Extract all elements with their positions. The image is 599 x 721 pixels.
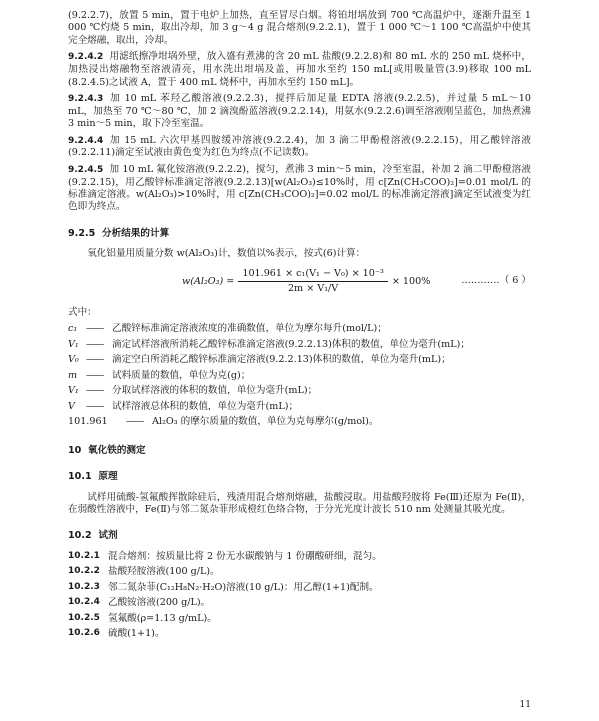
reagent-number: 10.2.1	[68, 550, 100, 561]
definition-item	[68, 401, 531, 413]
section-number: 10.1	[68, 471, 92, 483]
definition-dash: ——	[86, 369, 104, 381]
step-number: 9.2.4.5	[68, 164, 104, 175]
section-title: 分析结果的计算	[102, 227, 170, 239]
definition-dash: ——	[86, 385, 104, 397]
definition-symbol: V₁	[68, 385, 79, 397]
definition-symbol: V₁	[68, 338, 79, 350]
reagent-number: 10.2.2	[68, 566, 100, 577]
definition-dash: ——	[86, 400, 104, 412]
step-text: 用滤纸擦净坩埚外壁，放入盛有煮沸的含 20 mL 盐酸(9.2.2.8)和 80 mL 水的 250 mL 烧杯中，加热浸出熔融物至溶液清亮，用水洗出坩埚及盖，再加水至约 150 mL[或用吸量管(3.9)移取 100 mL (8.2.4.5)之试液 A，置于 400 mL 烧杯中，再加水至约 150 mL]。	[68, 51, 531, 88]
section-number: 10.2	[68, 530, 92, 542]
step-number: 9.2.4.4	[68, 135, 104, 146]
definition-text: 乙酸锌标准滴定溶液浓度的准确数值，单位为摩尔每升(mol/L)；	[112, 323, 387, 335]
definition-item	[68, 416, 531, 428]
definition-text: 滴定空白所消耗乙酸锌标准滴定溶液(9.2.2.13)体积的数值，单位为毫升(mL)；	[112, 354, 451, 366]
step-number: 9.2.4.2	[68, 52, 104, 63]
reagent-item	[68, 613, 531, 625]
definitions-list	[68, 323, 531, 428]
reagent-number: 10.2.4	[68, 597, 100, 608]
definition-symbol: V₀	[68, 354, 79, 366]
definition-item	[68, 323, 531, 335]
definition-symbol: 101.961	[68, 416, 108, 428]
formula-numerator: 101.961 × c₁(V₁ − V₀) × 10⁻³	[238, 268, 387, 282]
reagent-list	[68, 551, 531, 641]
formula-block	[68, 265, 531, 301]
reagent-text: 混合熔剂：按质量比将 2 份无水碳酸钠与 1 份硼酸研细，混匀。	[108, 550, 382, 562]
section-title: 氧化铁的测定	[88, 444, 146, 456]
section-heading-10-2	[68, 530, 531, 542]
formula-suffix: × 100%	[391, 275, 431, 287]
reagent-text: 邻二氮杂菲(C₁₂H₈N₂·H₂O)溶液(10 g/L)：用乙醇(1+1)配制。	[108, 581, 379, 593]
definition-dash: ——	[86, 338, 104, 350]
step-paragraph	[68, 93, 531, 131]
reagent-text: 硫酸(1+1)。	[108, 628, 165, 640]
where-label: 式中：	[68, 306, 97, 318]
section-number: 9.2.5	[68, 227, 96, 239]
section-number: 10	[68, 444, 82, 456]
reagent-item	[68, 597, 531, 609]
definition-dash: ——	[86, 323, 104, 335]
procedure-steps	[68, 51, 531, 214]
definition-text: 试样溶液总体积的数值，单位为毫升(mL)；	[112, 400, 299, 412]
definition-dash: ——	[86, 354, 104, 366]
step-paragraph	[68, 135, 531, 160]
reagent-text: 氢氟酸(ρ=1.13 g/mL)。	[108, 612, 217, 624]
definition-item	[68, 370, 531, 382]
intro-paragraph: (9.2.2.7)，放置 5 min，置于电炉上加热，直至冒尽白烟。将铂坩埚放到 700 ℃高温炉中，逐渐升温至 1 000 ℃灼烧 5 min，取出冷却，加 3 g～4 g 混合熔剂(9.2.2.1)，置于 1 000 ℃～1 100 ℃高温炉中使其完全熔融，取出，冷却。	[68, 10, 531, 46]
step-text: 加 10 mL 苯羟乙酸溶液(9.2.2.3)，搅拌后加足量 EDTA 溶液(9.2.2.5)，并过量 5 mL～10 mL，加热至 70 ℃～80 ℃，加 2 滴溴酚蓝溶液(9.2.2.14)，用氨水(9.2.2.6)调至溶液刚呈蓝色，加热煮沸 3 min～5 min，取下冷至室温。	[68, 93, 531, 130]
definition-dash: ——	[126, 416, 144, 428]
definition-text: 分取试样溶液的体积的数值，单位为毫升(mL)；	[112, 385, 318, 397]
definition-item	[68, 354, 531, 366]
calc-intro: 氧化铝量用质量分数 w(Al₂O₃)计，数值以%表示，按式(6)计算：	[87, 248, 366, 260]
section-title: 原理	[98, 471, 118, 483]
principle-paragraph: 试样用硫酸-氢氟酸挥散除硅后，残渣用混合熔剂熔融，盐酸浸取。用盐酸羟胺将 Fe(Ⅲ)还原为 Fe(Ⅱ)，在弱酸性溶液中，Fe(Ⅱ)与邻二氮杂菲形成橙红色络合物，于分光光度计波长 510 nm 处测量其吸光度。	[68, 491, 531, 515]
reagent-text: 盐酸羟胺溶液(100 g/L)。	[108, 566, 220, 578]
formula-lhs: w(Al₂O₃) =	[182, 275, 235, 287]
reagent-number: 10.2.3	[68, 581, 100, 592]
step-number: 9.2.4.3	[68, 94, 104, 105]
reagent-item	[68, 628, 531, 640]
reagent-item	[68, 582, 531, 594]
formula-denominator: 2m × V₁/V	[287, 283, 339, 295]
definition-symbol: c₁	[68, 323, 78, 335]
page-number: 11	[519, 700, 531, 710]
definition-text: 滴定试样溶液所消耗乙酸锌标准滴定溶液(9.2.2.13)体积的数值，单位为毫升(mL)；	[112, 338, 470, 350]
reagent-number: 10.2.6	[68, 628, 100, 639]
equation-number: …………（ 6 ）	[461, 274, 531, 286]
step-text: 加 10 mL 氟化铵溶液(9.2.2.2)，搅匀，煮沸 3 min～5 min，冷至室温，补加 2 滴二甲酚橙溶液(9.2.2.15)，用乙酸锌标准滴定溶液(9.2.2.13)[w(Al₂O₃)≤10%时，用 c[Zn(CH₃COO)₂]=0.01 mol/L 的标准滴定溶液。w(Al₂O₃)>10%时，用 c[Zn(CH₃COO)₂]=0.02 mol/L 的标准滴定溶液]滴定至试液变为红色即为终点。	[68, 163, 531, 213]
reagent-item	[68, 551, 531, 563]
section-heading-10-1	[68, 471, 531, 483]
reagent-text: 乙酸铵溶液(200 g/L)。	[108, 597, 211, 609]
reagent-number: 10.2.5	[68, 612, 100, 623]
reagent-item	[68, 566, 531, 578]
definition-symbol: V	[68, 400, 75, 412]
formula-fraction	[238, 268, 387, 296]
definition-text: 试料质量的数值，单位为克(g)；	[112, 369, 251, 381]
definition-item	[68, 385, 531, 397]
definition-item	[68, 339, 531, 351]
definition-symbol: m	[68, 369, 78, 381]
step-text: 加 15 mL 六次甲基四胺缓冲溶液(9.2.2.4)，加 3 滴二甲酚橙溶液(9.2.2.15)，用乙酸锌溶液(9.2.2.11)滴定至试液由黄色变为红色为终点(不记读数)。	[68, 134, 531, 159]
section-heading-9-2-5	[68, 228, 531, 240]
step-paragraph	[68, 164, 531, 214]
section-heading-10	[68, 445, 531, 457]
section-title: 试剂	[98, 530, 118, 542]
step-paragraph	[68, 51, 531, 89]
definition-text: Al₂O₃ 的摩尔质量的数值，单位为克每摩尔(g/mol)。	[152, 416, 379, 428]
formula	[182, 265, 430, 299]
